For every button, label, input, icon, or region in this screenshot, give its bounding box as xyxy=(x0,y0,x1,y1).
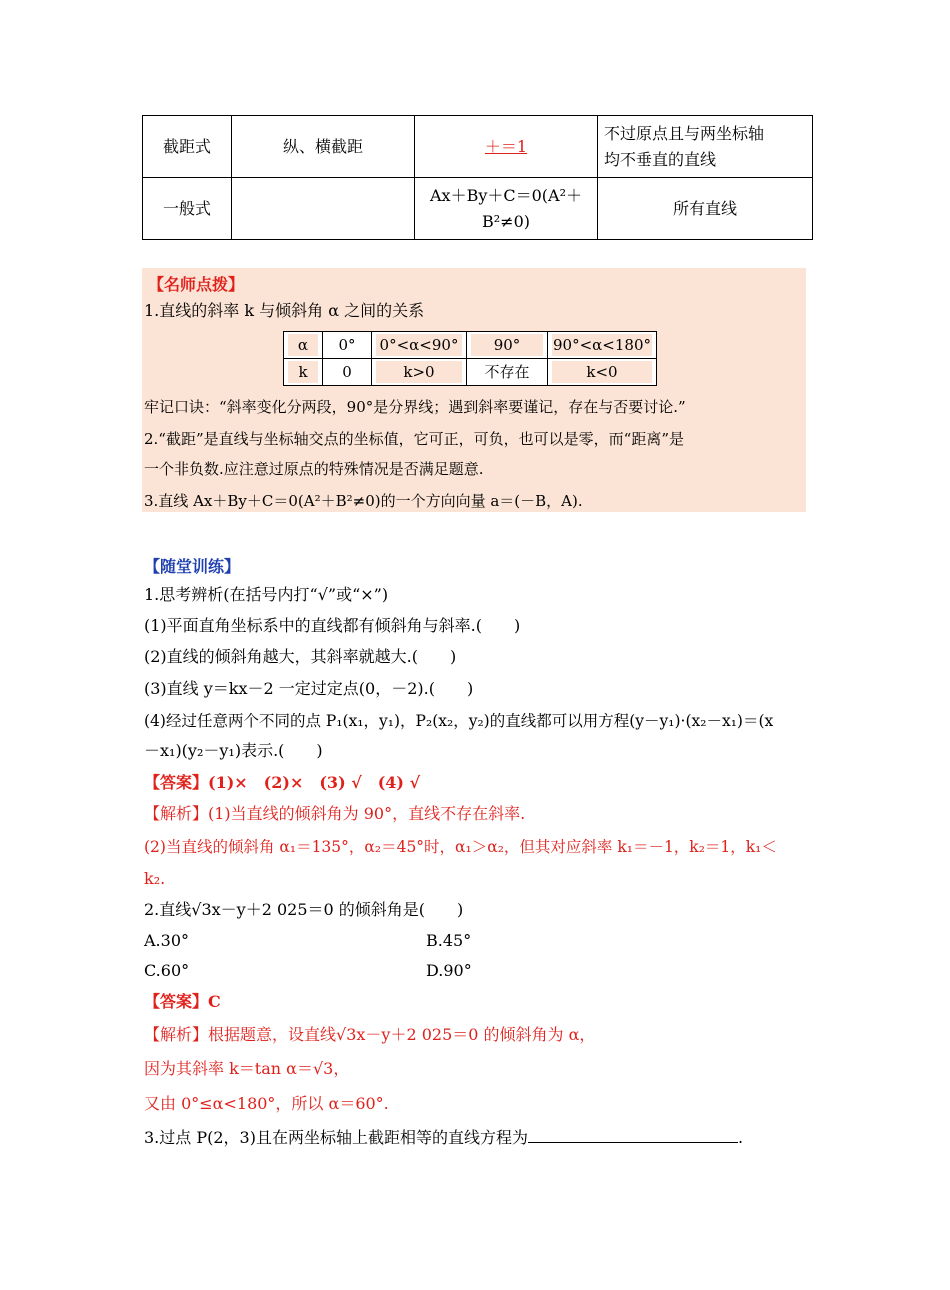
rel-cell: 不存在 xyxy=(467,359,548,386)
q2-option-c: C.60° xyxy=(144,961,190,980)
q3-answer-blank[interactable] xyxy=(528,1126,738,1143)
q1-item-4-cont: －x₁)(y₂－y₁)表示.( ) xyxy=(144,741,323,760)
rel-cell: α xyxy=(284,332,323,359)
tip-mnemonic: 牢记口诀：“斜率变化分两段，90°是分界线；遇到斜率要谨记，存在与否要讨论.” xyxy=(144,398,686,416)
rel-cell: 90° xyxy=(467,332,548,359)
q1-analysis-3: k₂. xyxy=(144,869,166,888)
rel-cell: k xyxy=(284,359,323,386)
line-equation-table xyxy=(142,115,813,240)
cell-formula: ＋＝1 xyxy=(415,116,598,178)
cell-formula: Ax＋By＋C＝0(A²＋ B²≠0) xyxy=(415,178,598,240)
q1-item-3: (3)直线 y＝kx－2 一定过定点(0，－2).( ) xyxy=(144,679,474,698)
q2-analysis-3: 又由 0°≤α<180°，所以 α＝60°. xyxy=(144,1094,389,1113)
q2-analysis-2: 因为其斜率 k＝tan α＝√3， xyxy=(144,1059,350,1078)
q1-analysis-2: (2)当直线的倾斜角 α₁＝135°，α₂＝45°时，α₁＞α₂，但其对应斜率 k₁＝－1，k₂＝1，k₁＜ xyxy=(144,838,777,856)
q2-option-b: B.45° xyxy=(426,931,472,950)
cell-name: 一般式 xyxy=(143,178,232,240)
q2-option-a: A.30° xyxy=(144,931,189,950)
q1-answer: 【答案】(1)× (2)× (3) √ (4) √ xyxy=(144,773,421,792)
cell-condition xyxy=(232,178,415,240)
tip-item-2: 2.“截距”是直线与坐标轴交点的坐标值，它可正，可负，也可以是零，而“距离”是 xyxy=(144,430,684,448)
q1-title: 1.思考辨析(在括号内打“√”或“×”) xyxy=(144,585,389,604)
practice-heading: 【随堂训练】 xyxy=(144,557,241,576)
q2-analysis-1: 【解析】根据题意，设直线√3x－y＋2 025＝0 的倾斜角为 α， xyxy=(144,1025,596,1044)
tip-item-3: 3.直线 Ax＋By＋C＝0(A²＋B²≠0)的一个方向向量 a＝(－B，A). xyxy=(144,492,583,510)
tip-heading: 【名师点拨】 xyxy=(148,275,245,294)
q2-answer: 【答案】C xyxy=(144,992,221,1011)
rel-cell: 0°<α<90° xyxy=(372,332,467,359)
q1-item-4: (4)经过任意两个不同的点 P₁(x₁，y₁)，P₂(x₂，y₂)的直线都可以用方程(y－y₁)·(x₂－x₁)＝(x xyxy=(144,712,774,730)
rel-cell: k<0 xyxy=(548,359,657,386)
slope-angle-table xyxy=(283,331,657,386)
rel-cell: 90°<α<180° xyxy=(548,332,657,359)
rel-cell: 0 xyxy=(323,359,372,386)
tip-item-1: 1.直线的斜率 k 与倾斜角 α 之间的关系 xyxy=(144,301,425,320)
cell-scope: 所有直线 xyxy=(598,178,813,240)
q1-item-1: (1)平面直角坐标系中的直线都有倾斜角与斜率.( ) xyxy=(144,616,521,635)
rel-cell: 0° xyxy=(323,332,372,359)
cell-condition: 纵、横截距 xyxy=(232,116,415,178)
tip-item-2-cont: 一个非负数.应注意过原点的特殊情况是否满足题意. xyxy=(144,460,484,478)
rel-cell: k>0 xyxy=(372,359,467,386)
q3-title: 3.过点 P(2，3)且在两坐标轴上截距相等的直线方程为 . xyxy=(144,1128,744,1147)
q2-option-d: D.90° xyxy=(426,961,472,980)
cell-name: 截距式 xyxy=(143,116,232,178)
cell-scope: 不过原点且与两坐标轴 均不垂直的直线 xyxy=(598,116,813,178)
q1-item-2: (2)直线的倾斜角越大，其斜率就越大.( ) xyxy=(144,647,457,666)
q1-analysis-1: 【解析】(1)当直线的倾斜角为 90°，直线不存在斜率. xyxy=(144,804,526,823)
q2-title: 2.直线√3x－y＋2 025＝0 的倾斜角是( ) xyxy=(144,900,464,919)
